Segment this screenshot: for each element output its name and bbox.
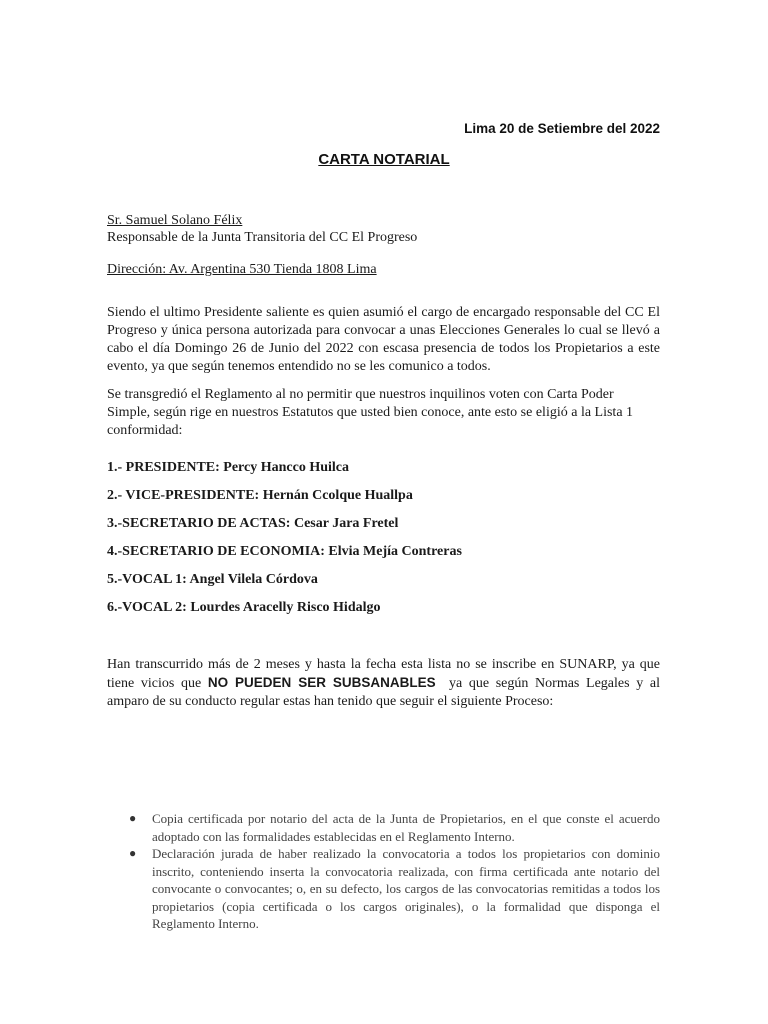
bullet-dot-icon: ● [129, 846, 137, 860]
list-item-vocal-2: 6.-VOCAL 2: Lourdes Aracelly Risco Hidalgo [107, 600, 381, 615]
paragraph-process-emphasis: NO PUEDEN SER SUBSANABLES [207, 675, 436, 690]
recipient-name: Sr. Samuel Solano Félix [107, 213, 243, 228]
paragraph-intro: Siendo el ultimo Presidente saliente es quien asumió el cargo de encargado responsable del CC El Progreso y única persona autorizada para convocar a unas Elecciones Generales lo cual se llevó a cabo el día Domingo 26 de Junio del 2022 con escasa presencia de todos los Propietarios a este evento, ya que según tenemos entendido no se les comunico a todos. [107, 305, 660, 374]
recipient-role: Responsable de la Junta Transitoria del CC El Progreso [107, 230, 418, 245]
elected-list [107, 459, 667, 627]
list-item-vice-president: 2.- VICE-PRESIDENTE: Hernán Ccolque Huallpa [107, 488, 413, 503]
list-item-vocal-1: 5.-VOCAL 1: Angel Vilela Córdova [107, 572, 318, 587]
requirements-list [107, 810, 660, 933]
letter-date: Lima 20 de Setiembre del 2022 [464, 121, 660, 136]
recipient-address: Dirección: Av. Argentina 530 Tienda 1808 Lima [107, 262, 377, 277]
list-item-secretary-minutes: 3.-SECRETARIO DE ACTAS: Cesar Jara Fretel [107, 516, 399, 531]
letter-title: CARTA NOTARIAL [318, 151, 450, 168]
list-item-secretary-economy: 4.-SECRETARIO DE ECONOMIA: Elvia Mejía Contreras [107, 544, 462, 559]
requirement-text: Declaración jurada de haber realizado la convocatoria a todos los propietarios con dominio inscrito, conteniendo inserta la convocatoria realizada, con firma certificada ante notario del convocante o convocantes; o, en su defecto, los cargos de las convocatorias remitidas a todos los propietarios (copia certificada o los cargos originales), o la formalidad que disponga el Reglamento Interno. [152, 846, 660, 931]
paragraph-regulation: Se transgredió el Reglamento al no permitir que nuestros inquilinos voten con Carta Poder Simple, según rige en nuestros Estatutos que usted bien conoce, ante esto se eligió a la Lista 1 conformidad: [107, 387, 634, 438]
requirement-item [107, 810, 660, 845]
requirement-text: Copia certificada por notario del acta de la Junta de Propietarios, en el que conste el acuerdo adoptado con las formalidades establecidas en el Reglamento Interno. [152, 811, 660, 844]
list-item-president: 1.- PRESIDENTE: Percy Hancco Huilca [107, 460, 350, 475]
paragraph-process [107, 656, 664, 711]
requirement-item [107, 845, 660, 933]
bullet-dot-icon: ● [129, 811, 137, 825]
paragraph-process-end: ya que según Normas Legales y al amparo de su conducto regular estas han tenido que seguir el siguiente Proceso: [107, 676, 664, 709]
paragraph-process-start: Han transcurrido más de 2 meses y hasta la fecha esta lista no se inscribe en SUNARP, ya que tiene vicios que [107, 657, 660, 691]
